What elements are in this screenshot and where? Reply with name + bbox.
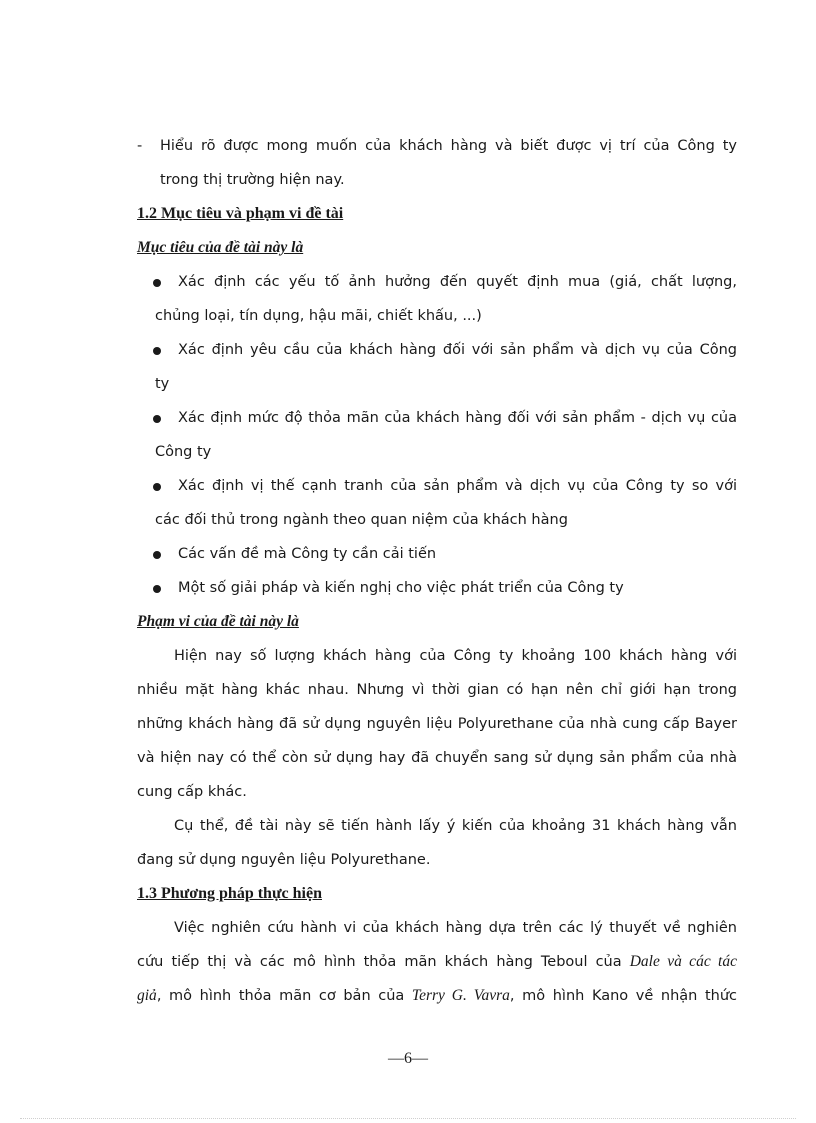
author-dale: Dale và các tác [629,953,737,970]
method-line-1: Việc nghiên cứu hành vi của khách hàng dựa trên các lý thuyết về nghiên [174,920,737,936]
scope-para2-line-2: đang sử dụng nguyên liệu Polyurethane. [137,852,431,868]
author-gia: giả [137,987,157,1004]
bullet-item-5: Các vấn đề mà Công ty cần cải tiến [178,546,437,562]
objectives-title: Mục tiêu của đề tài này là [137,239,304,256]
bullet-item-4-line-2: các đối thủ trong ngành theo quan niệm của khách hàng [155,512,568,528]
bullet-item-2-line-1: Xác định yêu cầu của khách hàng đối với sản phẩm và dịch vụ của Công [178,342,737,358]
bullet-item-2-line-2: ty [155,376,170,392]
scope-para1-line-1: Hiện nay số lượng khách hàng của Công ty khoảng 100 khách hàng với [174,648,737,664]
method-line-3-text-a: , mô hình thỏa mãn cơ bản của [156,988,412,1004]
dash-marker: - [137,138,143,154]
footer-divider [20,1118,796,1119]
author-vavra: Terry G. Vavra [411,987,510,1004]
scope-para1-line-4: và hiện nay có thể còn sử dụng hay đã chuyển sang sử dụng sản phẩm của nhà [137,750,737,766]
method-line-3-text-b: , mô hình Kano về nhận thức [509,988,737,1004]
section-heading-1-2: 1.2 Mục tiêu và phạm vi đề tài [137,205,344,222]
scope-para1-line-3: những khách hàng đã sử dụng nguyên liệu Polyurethane của nhà cung cấp Bayer [137,716,737,732]
bullet-icon [153,585,161,593]
page-number: —6— [388,1050,428,1067]
bullet-item-4-line-1: Xác định vị thế cạnh tranh của sản phẩm và dịch vụ của Công ty so với [178,478,737,494]
method-line-2 [137,952,737,972]
bullet-item-1-line-2: chủng loại, tín dụng, hậu mãi, chiết khấu, ...) [155,308,482,324]
scope-para1-line-2: nhiều mặt hàng khác nhau. Nhưng vì thời gian có hạn nên chỉ giới hạn trong [137,682,737,698]
bullet-item-3-line-2: Công ty [155,444,212,460]
bullet-icon [153,279,161,287]
bullet-icon [153,551,161,559]
bullet-item-3-line-1: Xác định mức độ thỏa mãn của khách hàng đối với sản phẩm - dịch vụ của [178,410,737,426]
bullet-item-1-line-1: Xác định các yếu tố ảnh hưởng đến quyết định mua (giá, chất lượng, [178,274,737,290]
bullet-icon [153,483,161,491]
scope-para2-line-1: Cụ thể, đề tài này sẽ tiến hành lấy ý kiến của khoảng 31 khách hàng vẫn [174,818,737,834]
method-line-3 [137,986,737,1006]
intro-line-2: trong thị trường hiện nay. [160,172,345,188]
intro-line-1: Hiểu rõ được mong muốn của khách hàng và biết được vị trí của Công ty [160,138,737,154]
section-heading-1-3: 1.3 Phương pháp thực hiện [137,885,322,902]
bullet-icon [153,347,161,355]
bullet-icon [153,415,161,423]
bullet-item-6: Một số giải pháp và kiến nghị cho việc phát triển của Công ty [178,580,624,596]
method-line-2-text: cứu tiếp thị và các mô hình thỏa mãn khách hàng Teboul của [137,954,630,970]
scope-title: Phạm vi của đề tài này là [137,613,299,630]
scope-para1-line-5: cung cấp khác. [137,784,247,800]
